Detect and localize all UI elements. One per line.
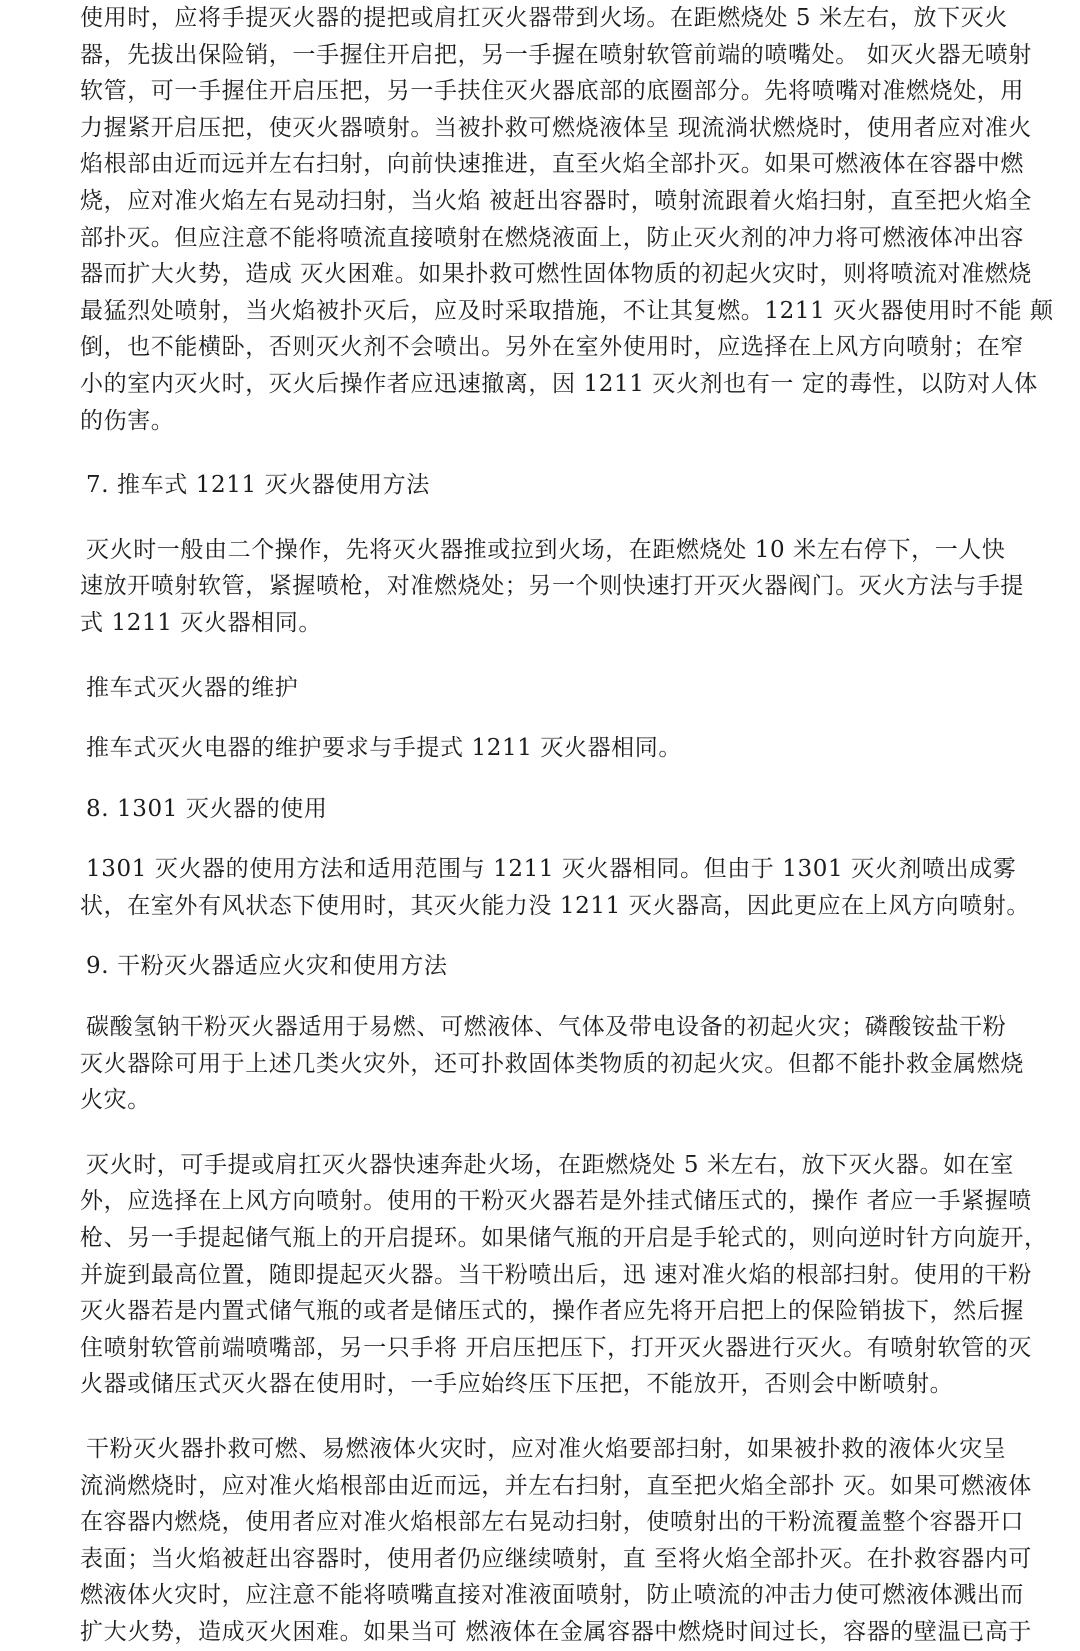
subheading-cart-maintenance: 推车式灭火器的维护 (86, 674, 299, 701)
text-line: 流淌燃烧时，应对准火焰根部由近而远，并左右扫射，直至把火焰全部扑 灭。如果可燃液体 (80, 1472, 1032, 1499)
paragraph-dry-powder-scope (80, 1009, 1060, 1119)
text-line: 并旋到最高位置，随即提起灭火器。当干粉喷出后，迅 速对准火焰的根部扫射。使用的干粉 (80, 1261, 1032, 1288)
paragraph-cart-1211-usage (80, 532, 1060, 642)
text-line: 干粉灭火器扑救可燃、易燃液体火灾时，应对准火焰要部扫射，如果被扑救的液体火灾呈 (86, 1436, 1007, 1462)
text-line: 部扑灭。但应注意不能将喷流直接喷射在燃烧液面上，防止灭火剂的冲力将可燃液体冲出容 (80, 224, 1024, 251)
text-line: 速放开喷射软管，紧握喷枪，对准燃烧处；另一个则快速打开灭火器阀门。灭火方法与手提 (80, 573, 1024, 600)
text-line: 1301 灭火器的使用方法和适用范围与 1211 灭火器相同。但由于 1301 灭火剂喷出成雾 (86, 856, 1017, 883)
text-line: 焰根部由近而远并左右扫射，向前快速推进，直至火焰全部扑灭。如果可燃液体在容器中燃 (80, 151, 1024, 178)
text-line: 表面；当火焰被赶出容器时，使用者仍应继续喷射，直 至将火焰全部扑灭。在扑救容器内可 (80, 1545, 1032, 1572)
text-line: 器而扩大火势，造成 灭火困难。如果扑救可燃性固体物质的初起火灾时，则将喷流对准燃烧 (80, 261, 1032, 288)
text-line: 火器或储压式灭火器在使用时，一手应始终压下压把，不能放开，否则会中断喷射。 (80, 1371, 954, 1398)
text-line: 火灾。 (80, 1087, 151, 1114)
text-line: 软管，可一手握住开启压把，另一手扶住灭火器底部的底圈部分。先将喷嘴对准燃烧处，用 (80, 78, 1024, 105)
text-line: 灭火时一般由二个操作，先将灭火器推或拉到火场，在距燃烧处 10 米左右停下，一人快 (86, 536, 1006, 563)
text-line: 扩大火势，造成灭火困难。如果当可 燃液体在金属容器中燃烧时间过长，容器的壁温已高于 (80, 1618, 1032, 1645)
text-line: 外，应选择在上风方向喷射。使用的干粉灭火器若是外挂式储压式的，操作 者应一手紧握喷 (80, 1188, 1032, 1215)
text-line: 的伤害。 (80, 407, 175, 434)
text-line: 力握紧开启压把，使灭火器喷射。当被扑救可燃烧液体呈 现流淌状燃烧时，使用者应对准火 (80, 114, 1032, 141)
text-line: 倒，也不能横卧，否则灭火剂不会喷出。另外在室外使用时，应选择在上风方向喷射；在窄 (80, 334, 1024, 361)
text-line: 在容器内燃烧，使用者应对准火焰根部左右晃动扫射，使喷射出的干粉流覆盖整个容器开口 (80, 1509, 1024, 1536)
text-line: 状，在室外有风状态下使用时，其灭火能力没 1211 灭火器高，因此更应在上风方向喷射。 (80, 892, 1030, 919)
section-heading-7: 7. 推车式 1211 灭火器使用方法 (86, 472, 430, 499)
paragraph-1301-usage (80, 851, 1060, 924)
text-line: 灭火时，可手提或肩扛灭火器快速奔赴火场，在距燃烧处 5 米左右，放下灭火器。如在室 (86, 1151, 1014, 1178)
text-line: 器，先拔出保险销，一手握住开启把，另一手握在喷射软管前端的喷嘴处。 如灭火器无喷射 (80, 41, 1032, 68)
section-heading-9: 9. 干粉灭火器适应火灾和使用方法 (86, 953, 448, 980)
paragraph-cart-maintenance: 推车式灭火电器的维护要求与手提式 1211 灭火器相同。 (86, 735, 682, 762)
document-body (80, 0, 1060, 1651)
text-line: 灭火器若是内置式储气瓶的或者是储压式的，操作者应先将开启把上的保险销拔下，然后握 (80, 1298, 1024, 1325)
text-line: 燃液体火灾时，应注意不能将喷嘴直接对准液面喷射，防止喷流的冲击力使可燃液体溅出而 (80, 1582, 1024, 1609)
text-line: 灭火器除可用于上述几类火灾外，还可扑救固体类物质的初起火灾。但都不能扑救金属燃烧 (80, 1050, 1024, 1077)
text-line: 小的室内灭火时，灭火后操作者应迅速撤离，因 1211 灭火剂也有一 定的毒性，以防对人体 (80, 370, 1038, 397)
text-line: 最猛烈处喷射，当火焰被扑灭后，应及时采取措施，不让其复燃。1211 灭火器使用时不能 颠 (80, 297, 1054, 324)
text-line: 式 1211 灭火器相同。 (80, 609, 322, 636)
text-line: 烧，应对准火焰左右晃动扫射，当火焰 被赶出容器时，喷射流跟着火焰扫射，直至把火焰全 (80, 187, 1032, 214)
paragraph-dry-powder-usage (80, 1147, 1060, 1403)
text-line: 枪、另一手提起储气瓶上的开启提环。如果储气瓶的开启是手轮式的，则向逆时针方向旋开， (80, 1225, 1048, 1252)
text-line: 碳酸氢钠干粉灭火器适用于易燃、可燃液体、气体及带电设备的初起火灾；磷酸铵盐干粉 (86, 1014, 1007, 1041)
paragraph-dry-powder-liquid-fire (80, 1431, 1060, 1651)
section-heading-8: 8. 1301 灭火器的使用 (86, 795, 328, 822)
text-line: 使用时，应将手提灭火器的提把或肩扛灭火器带到火场。在距燃烧处 5 米左右，放下灭火 (80, 5, 1008, 31)
paragraph-portable-1211-usage (80, 0, 1060, 439)
text-line: 住喷射软管前端喷嘴部，另一只手将 开启压把压下，打开灭火器进行灭火。有喷射软管的灭 (80, 1334, 1032, 1361)
